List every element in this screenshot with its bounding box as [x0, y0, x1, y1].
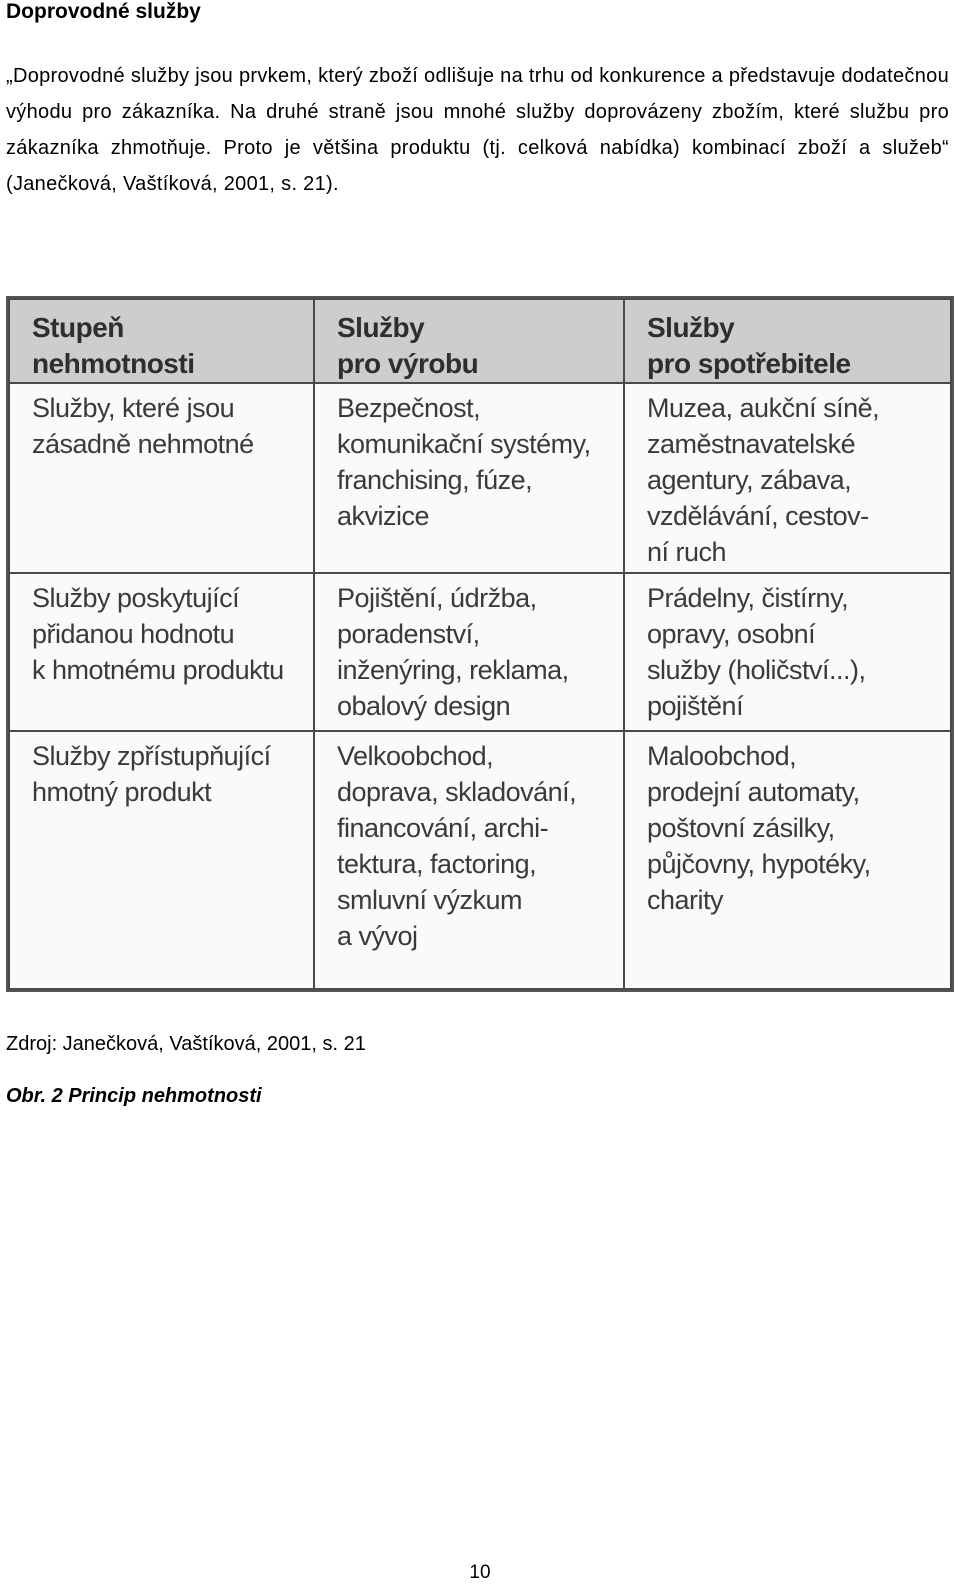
cell-line: Pojištění, údržba, — [337, 583, 537, 613]
cell-line: služby (holičství...), — [647, 655, 866, 685]
header-line: pro výrobu — [337, 348, 479, 379]
table-cell — [314, 573, 624, 731]
header-line: pro spotřebitele — [647, 348, 851, 379]
cell-line: Služby zpřístupňující — [32, 741, 271, 771]
cell-line: doprava, skladování, — [337, 777, 577, 807]
intangibility-table — [8, 298, 952, 990]
header-cell-consumer — [624, 299, 951, 383]
cell-line: půjčovny, hypotéky, — [647, 849, 871, 879]
cell-line: k hmotnému produktu — [32, 655, 284, 685]
cell-line: poradenství, — [337, 619, 480, 649]
table-cell — [9, 383, 314, 573]
cell-line: hmotný produkt — [32, 777, 212, 807]
table-cell — [9, 573, 314, 731]
section-heading: Doprovodné služby — [6, 0, 201, 23]
page-number: 10 — [469, 1562, 491, 1583]
table-row — [9, 573, 951, 731]
cell-line: tektura, factoring, — [337, 849, 537, 879]
cell-line: financování, archi- — [337, 813, 549, 843]
cell-line: Muzea, aukční síně, — [647, 393, 880, 423]
header-line: Služby — [647, 312, 735, 343]
table-row — [9, 383, 951, 573]
cell-line: akvizice — [337, 501, 430, 531]
cell-line: komunikační systémy, — [337, 429, 591, 459]
table-row — [9, 731, 951, 989]
figure-caption: Obr. 2 Princip nehmotnosti — [6, 1085, 262, 1107]
header-cell-production — [314, 299, 624, 383]
table-cell — [314, 383, 624, 573]
cell-line: smluvní výzkum — [337, 885, 523, 915]
header-line: Stupeň — [32, 312, 124, 343]
cell-line: Prádelny, čistírny, — [647, 583, 849, 613]
table-cell — [624, 573, 951, 731]
cell-line: agentury, zábava, — [647, 465, 852, 495]
header-line: nehmotnosti — [32, 348, 195, 379]
cell-line: Maloobchod, — [647, 741, 797, 771]
cell-line: prodejní automaty, — [647, 777, 860, 807]
cell-line: Velkoobchod, — [337, 741, 494, 771]
cell-line: ní ruch — [647, 537, 727, 567]
intangibility-table-figure — [6, 296, 954, 992]
table-cell — [9, 731, 314, 989]
cell-line: obalový design — [337, 691, 511, 721]
cell-line: opravy, osobní — [647, 619, 816, 649]
cell-line: Služby, které jsou — [32, 393, 235, 423]
cell-line: zásadně nehmotné — [32, 429, 254, 459]
cell-line: a vývoj — [337, 921, 418, 951]
cell-line: zaměstnavatelské — [647, 429, 856, 459]
body-paragraph: „Doprovodné služby jsou prvkem, který zboží odlišuje na trhu od konkurence a představuje dodatečnou výhodu pro zákazníka. Na druhé straně jsou mnohé služby doprovázeny zbožím, které službu pro zákazníka zhmotňuje. Proto je většina produktu (tj. celková nabídka) kombinací zboží a služeb“ (Janečková, Vaštíková, 2001, s. 21). — [6, 65, 949, 195]
cell-line: vzdělávání, cestov- — [647, 501, 869, 531]
table-cell — [624, 383, 951, 573]
table-cell — [624, 731, 951, 989]
cell-line: poštovní zásilky, — [647, 813, 835, 843]
cell-line: inženýring, reklama, — [337, 655, 569, 685]
cell-line: Bezpečnost, — [337, 393, 481, 423]
cell-line: franchising, fúze, — [337, 465, 533, 495]
table-header-row — [9, 299, 951, 383]
header-line: Služby — [337, 312, 425, 343]
figure-source: Zdroj: Janečková, Vaštíková, 2001, s. 21 — [6, 1033, 366, 1055]
cell-line: pojištění — [647, 691, 744, 721]
header-cell-degree — [9, 299, 314, 383]
cell-line: Služby poskytující — [32, 583, 240, 613]
cell-line: přidanou hodnotu — [32, 619, 235, 649]
table-cell — [314, 731, 624, 989]
cell-line: charity — [647, 885, 724, 915]
